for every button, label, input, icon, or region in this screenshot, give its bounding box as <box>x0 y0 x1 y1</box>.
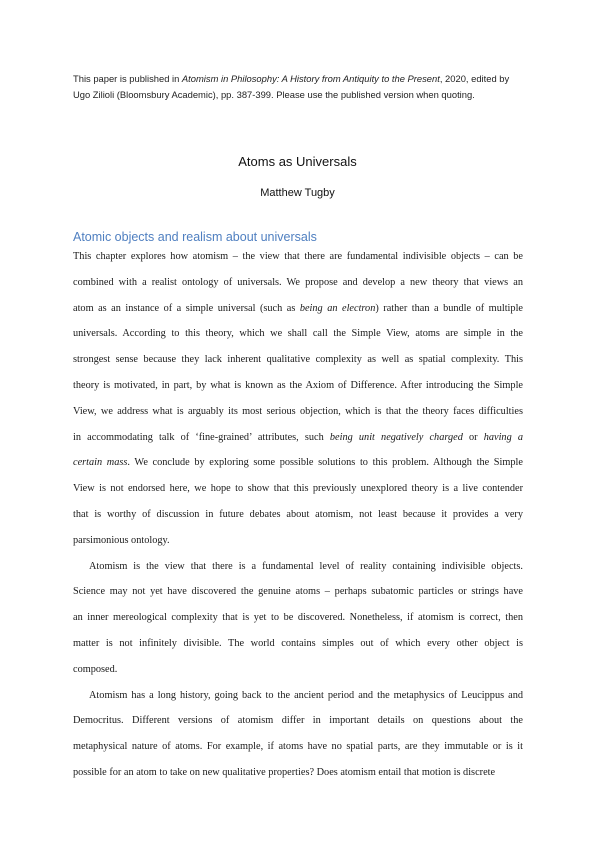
text-line <box>73 528 523 554</box>
paragraph <box>73 683 523 786</box>
paragraph <box>73 244 523 554</box>
section-heading: Atomic objects and realism about universals <box>73 230 317 244</box>
text-line <box>73 296 523 322</box>
text-segment: possible for an atom to take on new qualitative properties? Does atomism entail that motion is discrete <box>73 766 496 778</box>
text-segment: an inner mereological complexity that is yet to be discovered. Nonetheless, if atomism is correct, then <box>73 612 523 624</box>
text-segment: or <box>462 431 484 443</box>
text-segment: Atomism is the view that there is a fundamental level of reality containing indivisible objects. <box>89 560 523 572</box>
text-line <box>73 605 523 631</box>
text-line <box>73 579 523 605</box>
text-segment: strongest sense because they lack inherent qualitative complexity as well as spatial complexity. This <box>73 354 523 366</box>
text-line <box>73 657 523 683</box>
text-line <box>73 399 523 425</box>
text-line <box>73 347 523 373</box>
text-segment: that is worthy of discussion in future debates about atomism, not least because it provides a very <box>73 508 523 520</box>
paragraph <box>73 554 523 683</box>
text-line <box>73 321 523 347</box>
text-segment: parsimonious ontology. <box>73 534 170 546</box>
text-segment: certain mass <box>73 457 128 469</box>
text-segment: theory is motivated, in part, by what is known as the Axiom of Difference. After introducing the Simple <box>73 379 523 391</box>
text-line <box>73 760 523 786</box>
text-segment: View, we address what is arguably its most serious objection, which is that the theory faces difficulties <box>73 405 523 417</box>
text-segment: Democritus. Different versions of atomism differ in important details on questions about the <box>73 715 523 727</box>
text-segment: This chapter explores how atomism – the view that there are fundamental indivisible objects – can be <box>73 251 523 262</box>
text-line <box>73 631 523 657</box>
text-segment: combined with a realist ontology of universals. We propose and develop a new theory that views an <box>73 276 523 288</box>
text-segment: in accommodating talk of ‘fine-grained’ attributes, such <box>73 431 330 443</box>
text-line <box>73 476 523 502</box>
text-line <box>73 450 523 476</box>
publication-note <box>73 71 528 103</box>
text-line <box>73 554 523 580</box>
body-text <box>73 244 523 786</box>
publication-note-prefix: This paper is published in <box>73 73 182 84</box>
text-segment: being unit negatively charged <box>329 431 463 443</box>
text-line <box>73 708 523 734</box>
text-segment: Atomism has a long history, going back to the ancient period and the metaphysics of Leucippus and <box>89 689 523 701</box>
text-segment: composed. <box>73 663 118 675</box>
text-segment: matter is not infinitely divisible. The world contains simples out of which every other object is <box>73 637 523 649</box>
text-line <box>73 502 523 528</box>
text-segment: Science may not yet have discovered the genuine atoms – perhaps subatomic particles or strings have <box>73 586 523 598</box>
text-segment: having a <box>483 431 523 443</box>
text-line <box>73 373 523 399</box>
paper-title: Atoms as Universals <box>238 154 357 169</box>
text-segment: . We conclude by exploring some possible solutions to this problem. Although the Simple <box>127 457 523 469</box>
text-segment: ) rather than a bundle of multiple <box>375 302 523 314</box>
book-title: Atomism in Philosophy: A History from Antiquity to the Present <box>181 73 440 84</box>
text-segment: metaphysical nature of atoms. For example, if atoms have no spatial parts, are they immutable or is it <box>73 741 523 753</box>
text-line <box>73 683 523 709</box>
text-segment: being an electron <box>299 302 376 314</box>
text-segment: View is not endorsed here, we hope to show that this previously unexplored theory is a live contender <box>73 483 523 495</box>
text-line <box>73 244 523 270</box>
text-line <box>73 425 523 451</box>
text-line <box>73 734 523 760</box>
publication-note-suffix: , 2020, edited by Ugo Zilioli (Bloomsbury Academic), pp. 387-399. Please use the published version when quoting. <box>73 73 510 100</box>
text-segment: universals. According to this theory, which we shall call the Simple View, atoms are simple in the <box>73 328 523 340</box>
author-name: Matthew Tugby <box>260 187 335 199</box>
text-segment: atom as an instance of a simple universal (such as <box>73 302 300 314</box>
text-line <box>73 270 523 296</box>
